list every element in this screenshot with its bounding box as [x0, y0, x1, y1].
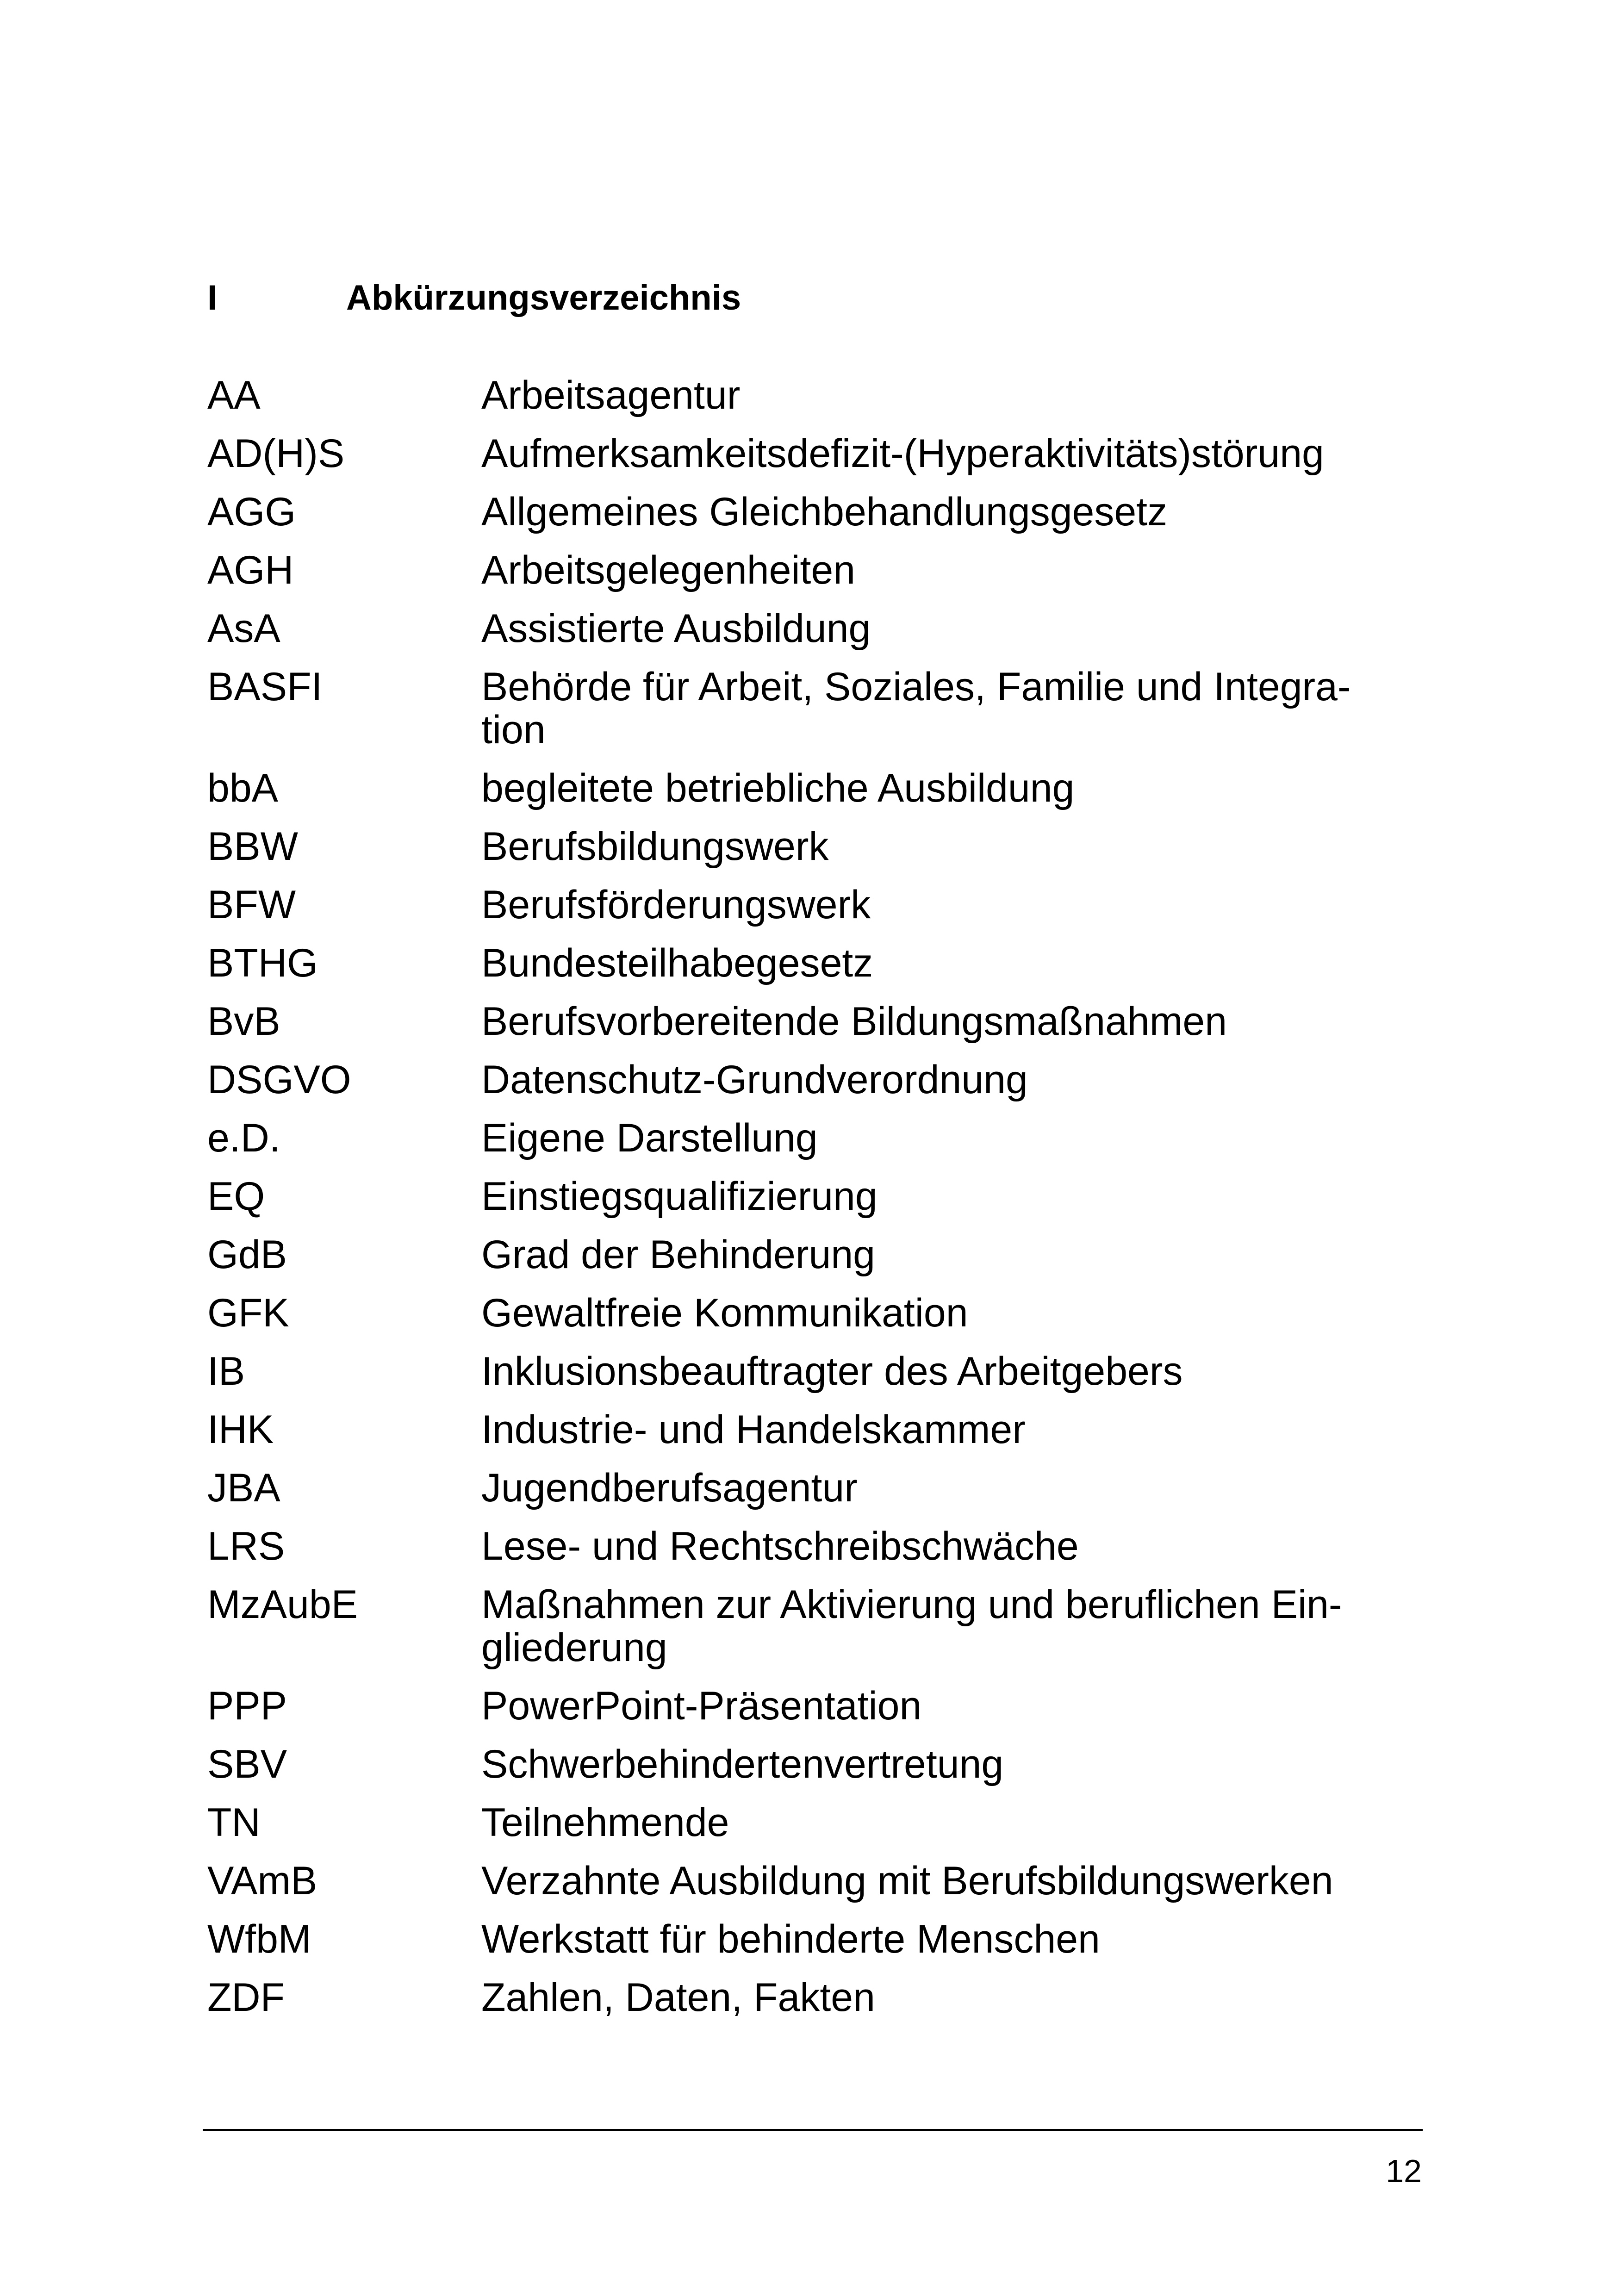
abbreviation-description: Grad der Behinderung [481, 1232, 876, 1277]
abbreviation-row [207, 666, 1429, 752]
abbreviation-row [207, 1743, 1429, 1786]
abbreviation-term: BBW [207, 824, 298, 869]
abbreviation-term: AGH [207, 548, 294, 592]
abbreviation-description: Arbeitsgelegenheiten [481, 548, 856, 592]
abbreviation-row [207, 1408, 1429, 1451]
abbreviation-term: GFK [207, 1291, 289, 1335]
abbreviation-term: AsA [207, 606, 280, 651]
abbreviation-description: Berufsförderungswerk [481, 883, 871, 927]
abbreviation-description: Lese- und Rechtschreibschwäche [481, 1524, 1079, 1568]
abbreviation-term: JBA [207, 1466, 280, 1510]
abbreviation-term: IB [207, 1349, 245, 1394]
abbreviation-term: DSGVO [207, 1058, 351, 1102]
abbreviation-row [207, 825, 1429, 868]
page-number: 12 [1386, 2153, 1422, 2189]
abbreviation-term: bbA [207, 766, 279, 810]
abbreviation-term: EQ [207, 1174, 265, 1219]
abbreviation-row [207, 767, 1429, 810]
abbreviation-term: GdB [207, 1232, 287, 1277]
abbreviation-term: BASFI [207, 665, 323, 709]
abbreviation-description: Bundesteilhabegesetz [481, 941, 873, 985]
abbreviation-row [207, 432, 1429, 475]
abbreviation-description: Eigene Darstellung [481, 1116, 818, 1160]
abbreviation-row [207, 1801, 1429, 1844]
abbreviation-row [207, 1350, 1429, 1393]
abbreviation-term: SBV [207, 1742, 287, 1786]
abbreviation-description: Gewaltfreie Kommunikation [481, 1291, 968, 1335]
abbreviation-term: e.D. [207, 1116, 280, 1160]
abbreviation-term: AGG [207, 490, 296, 534]
abbreviation-description: Zahlen, Daten, Fakten [481, 1975, 875, 2020]
abbreviation-description: Arbeitsagentur [481, 373, 741, 417]
abbreviation-list [207, 374, 1429, 2035]
abbreviation-term: AD(H)S [207, 431, 345, 476]
footer-rule [203, 2129, 1423, 2131]
abbreviation-row [207, 942, 1429, 985]
abbreviation-term: MzAubE [207, 1582, 358, 1627]
abbreviation-row [207, 1117, 1429, 1160]
abbreviation-row [207, 1860, 1429, 1903]
abbreviation-description: Aufmerksamkeitsdefizit-(Hyperaktivitäts)störung [481, 431, 1324, 476]
abbreviation-term: ZDF [207, 1975, 285, 2020]
abbreviation-term: VAmB [207, 1859, 317, 1903]
abbreviation-term: TN [207, 1800, 261, 1845]
section-number: I [207, 278, 218, 317]
abbreviation-description: Industrie- und Handelskammer [481, 1407, 1026, 1452]
abbreviation-row [207, 607, 1429, 650]
abbreviation-row [207, 491, 1429, 534]
abbreviation-term: BTHG [207, 941, 318, 985]
abbreviation-term: BvB [207, 999, 280, 1044]
abbreviation-row [207, 1233, 1429, 1276]
abbreviation-row [207, 1918, 1429, 1961]
abbreviation-description: Werkstatt für behinderte Menschen [481, 1917, 1100, 1961]
abbreviation-description: Teilnehmende [481, 1800, 729, 1845]
abbreviation-row [207, 1583, 1429, 1669]
abbreviation-term: IHK [207, 1407, 274, 1452]
abbreviation-description: Berufsvorbereitende Bildungsmaßnahmen [481, 999, 1227, 1044]
abbreviation-description: Verzahnte Ausbildung mit Berufsbildungswerken [481, 1859, 1333, 1903]
abbreviation-term: WfbM [207, 1917, 311, 1961]
abbreviation-description: Behörde für Arbeit, Soziales, Familie und Integra- tion [481, 665, 1351, 752]
abbreviation-description: Jugendberufsagentur [481, 1466, 858, 1510]
abbreviation-description: Berufsbildungswerk [481, 824, 829, 869]
abbreviation-row [207, 374, 1429, 417]
abbreviation-row [207, 1175, 1429, 1218]
abbreviation-description: Maßnahmen zur Aktivierung und beruflichen Ein- gliederung [481, 1582, 1342, 1670]
section-title: Abkürzungsverzeichnis [346, 278, 741, 317]
abbreviation-description: begleitete betriebliche Ausbildung [481, 766, 1075, 810]
abbreviation-term: LRS [207, 1524, 285, 1568]
abbreviation-term: BFW [207, 883, 296, 927]
abbreviation-description: Allgemeines Gleichbehandlungsgesetz [481, 490, 1168, 534]
abbreviation-row [207, 549, 1429, 592]
abbreviation-description: PowerPoint-Präsentation [481, 1684, 922, 1728]
abbreviation-row [207, 1467, 1429, 1510]
abbreviation-row [207, 1976, 1429, 2019]
abbreviation-description: Inklusionsbeauftragter des Arbeitgebers [481, 1349, 1183, 1394]
abbreviation-description: Einstiegsqualifizierung [481, 1174, 877, 1219]
abbreviation-row [207, 1000, 1429, 1043]
abbreviation-row [207, 1525, 1429, 1568]
abbreviation-row [207, 884, 1429, 927]
abbreviation-term: AA [207, 373, 261, 417]
abbreviation-row [207, 1685, 1429, 1728]
abbreviation-row [207, 1292, 1429, 1335]
abbreviation-description: Schwerbehindertenvertretung [481, 1742, 1004, 1786]
abbreviation-description: Assistierte Ausbildung [481, 606, 871, 651]
abbreviation-row [207, 1058, 1429, 1101]
abbreviation-description: Datenschutz-Grundverordnung [481, 1058, 1028, 1102]
abbreviation-term: PPP [207, 1684, 287, 1728]
